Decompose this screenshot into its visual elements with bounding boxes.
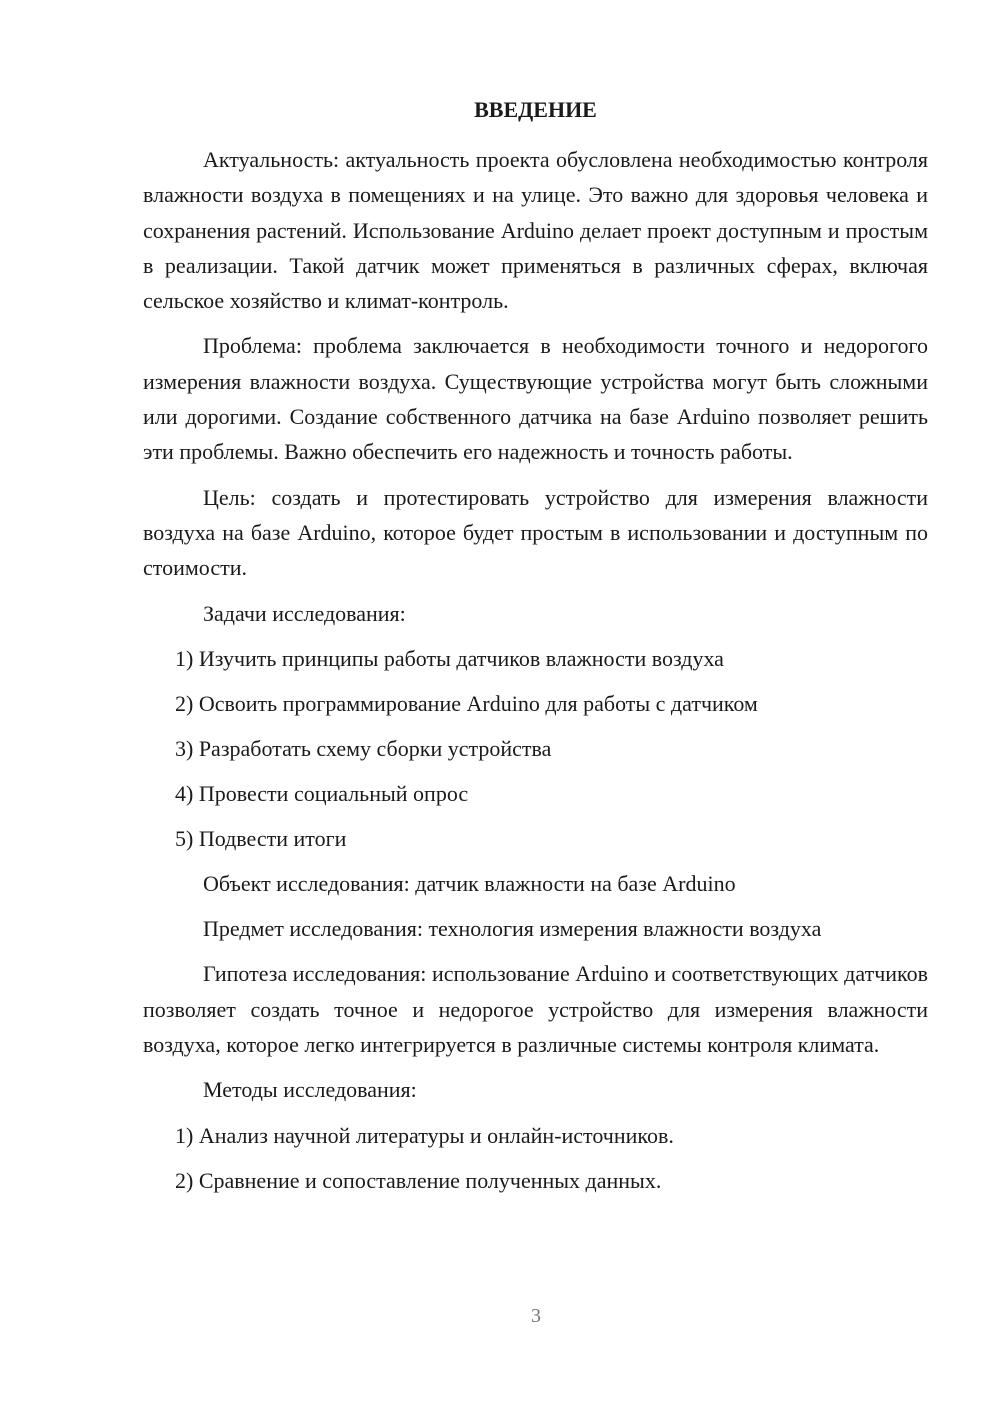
section-title: ВВЕДЕНИЕ (474, 97, 597, 122)
task-item: 3) Разработать схему сборки устройства (175, 735, 552, 761)
methods-heading: Методы исследования: (203, 1077, 417, 1103)
hypothesis-paragraph: Гипотеза исследования: использование Arduino и соответствующих датчиков позволяет создать точное и недорогое устройство для измерения влажности воздуха, которое легко интегрируется в различные системы контроля климата. (143, 961, 928, 1057)
subject-paragraph: Предмет исследования: технология измерения влажности воздуха (203, 916, 822, 942)
problem-paragraph: Проблема: проблема заключается в необходимости точного и недорогого измерения влажности воздуха. Существующие устройства могут быть сложными или дорогими. Создание собственного датчика на базе Arduino позволяет решить эти проблемы. Важно обеспечить его надежность и точность работы. (143, 333, 928, 465)
document-page (143, 92, 928, 1208)
relevance-paragraph: Актуальность: актуальность проекта обусловлена необходимостью контроля влажности воздуха в помещениях и на улице. Это важно для здоровья человека и сохранения растений. Использование Arduino делает проект доступным и простым в реализации. Такой датчик может применяться в различных сферах, включая сельское хозяйство и климат-контроль. (143, 147, 928, 314)
page-number: 3 (531, 1305, 541, 1327)
tasks-heading: Задачи исследования: (203, 600, 406, 626)
task-item: 5) Подвести итоги (175, 825, 347, 851)
goal-paragraph: Цель: создать и протестировать устройство для измерения влажности воздуха на базе Arduino, которое будет простым в использовании и доступным по стоимости. (143, 484, 928, 581)
method-item: 1) Анализ научной литературы и онлайн-источников. (175, 1122, 674, 1148)
method-item: 2) Сравнение и сопоставление полученных данных. (175, 1167, 662, 1193)
task-item: 2) Освоить программирование Arduino для работы с датчиком (175, 690, 758, 716)
task-item: 4) Провести социальный опрос (175, 780, 469, 806)
object-paragraph: Объект исследования: датчик влажности на базе Arduino (203, 870, 736, 896)
task-item: 1) Изучить принципы работы датчиков влажности воздуха (175, 645, 724, 671)
